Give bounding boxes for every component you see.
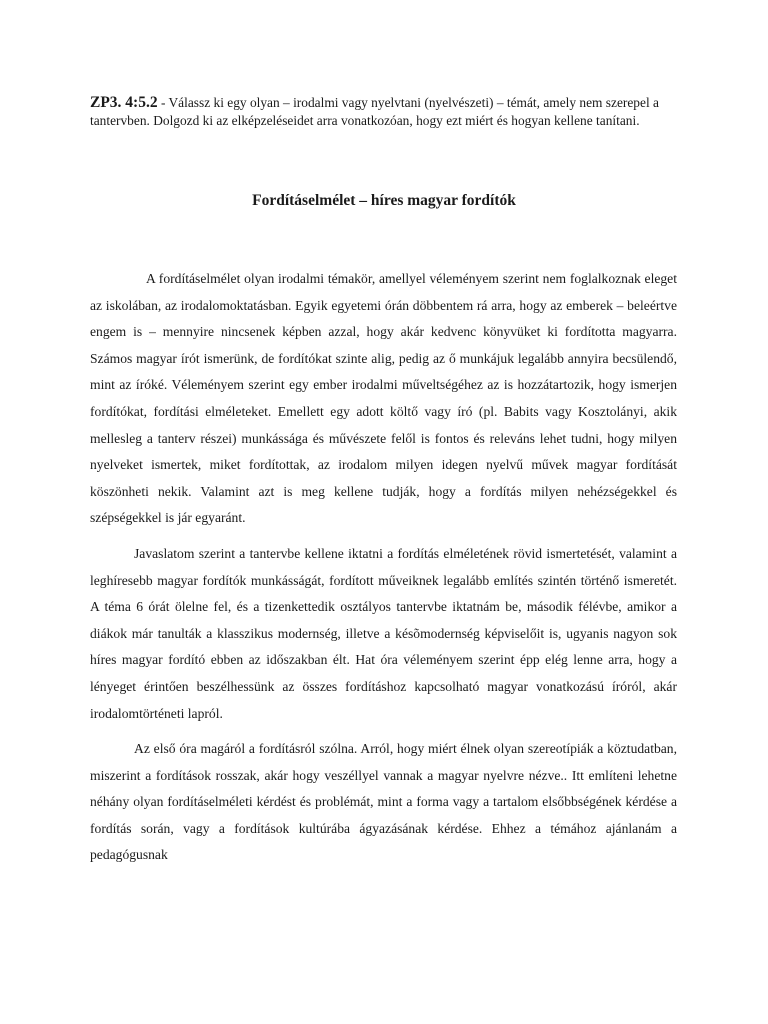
paragraph-2: Javaslatom szerint a tantervbe kellene iktatni a fordítás elméletének rövid ismertetését, valamint a leghíresebb magyar fordítók munkásságát, fordított műveiknek legalább említés szintén történő ismeretét. A téma 6 órát ölelne fel, és a tizenkettedik osztályos tantervbe iktatnám be, második félévbe, amikor a diákok már tanulták a klasszikus modernség, illetve a késõmodernség képviselőit is, ugyanis nagyon sok híres magyar fordító ebben az időszakban élt. Hat óra véleményem szerint épp elég lenne arra, hogy a lényeget érintően beszélhessünk az összes fordításhoz kapcsolható magyar vonatkozású íróról, akár irodalomtörténeti lapról. bbox=[90, 545, 677, 721]
task-code: ZP3. 4:5.2 bbox=[90, 94, 158, 111]
essay-title: Fordításelmélet – híres magyar fordítók bbox=[252, 192, 516, 209]
paragraph-3: Az első óra magáról a fordításról szólna. Arról, hogy miért élnek olyan szereotípiák a köztudatban, miszerint a fordítások rosszak, akár hogy veszéllyel vannak a magyar nyelvre nézve.. Itt említeni lehetne néhány olyan fordításelméleti kérdést és problémát, mint a forma vagy a tartalom elsőbbségének kérdése a fordítás során, vagy a fordítások kultúrába ágyazásának kérdése. Ehhez a témához ajánlanám a pedagógusnak bbox=[90, 741, 677, 863]
task-text: - Válassz ki egy olyan – irodalmi vagy nyelvtani (nyelvészeti) – témát, amely nem szerepel a tantervben. Dolgozd ki az elképzeléseidet arra vonatkozóan, hogy ezt miért és hogyan kellene tanítani. bbox=[90, 95, 659, 128]
task-prompt bbox=[90, 94, 690, 130]
paragraph-1: A fordításelmélet olyan irodalmi témakör, amellyel véleményem szerint nem foglalkoznak eleget az iskolában, az irodalomoktatásban. Egyik egyetemi órán döbbentem rá arra, hogy az emberek – beleértve engem is – mennyire nincsenek képben azzal, hogy akár kedvenc könyvüket ki fordította magyarra. Számos magyar írót ismerünk, de fordítókat szinte alig, pedig az ő munkájuk legalább annyira becsülendő, mint az íróké. Véleményem szerint egy ember irodalmi műveltségéhez az is hozzátartozik, hogy ismerjen fordítókat, fordítási elméleteket. Emellett egy adott költő vagy író (pl. Babits vagy Kosztolányi, akik mellesleg a tanterv részei) munkássága és művészete felől is fontos és releváns lehet tudni, hogy milyen nyelveket ismertek, miket fordítottak, az irodalom milyen idegen nyelvű művek magyar fordítását köszönheti nekik. Valamint azt is meg kellene tudják, hogy a fordítás milyen nehézségekkel és szépségekkel is jár egyaránt. bbox=[90, 271, 677, 526]
essay-body bbox=[90, 266, 677, 878]
